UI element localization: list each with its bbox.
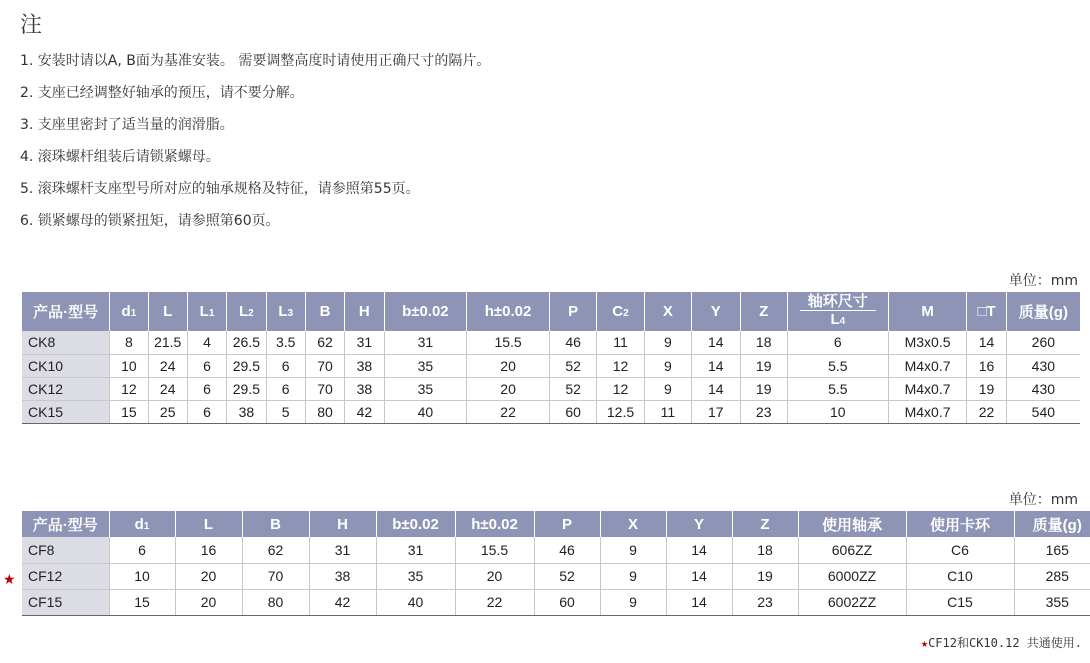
header-main: L <box>239 303 249 320</box>
cell-mass: 430 <box>1006 377 1080 400</box>
cell-T: 16 <box>967 354 1006 377</box>
cell-T: 19 <box>967 377 1006 400</box>
cell-mass: 165 <box>1014 537 1090 563</box>
cell-P: 60 <box>549 400 596 423</box>
cell-L1: 4 <box>187 331 226 354</box>
cell-X: 11 <box>644 400 691 423</box>
col-header-Z: Z <box>740 292 787 331</box>
cell-mass: 260 <box>1006 331 1080 354</box>
col-header-T: □T <box>967 292 1006 331</box>
cell-model: CK12 <box>22 377 110 400</box>
cell-H: 38 <box>309 563 376 589</box>
cell-bearing: 6002ZZ <box>798 589 906 615</box>
cell-C2: 12 <box>597 377 644 400</box>
cell-model: CK10 <box>22 354 110 377</box>
cell-L: 20 <box>175 589 242 615</box>
cell-Y: 14 <box>666 563 732 589</box>
header-sub: 2 <box>623 308 629 319</box>
table-row <box>22 354 1080 377</box>
cell-P: 52 <box>549 354 596 377</box>
cell-L4: 5.5 <box>787 377 888 400</box>
table-header-row <box>22 511 1090 537</box>
table-row <box>22 537 1090 563</box>
cell-H: 31 <box>309 537 376 563</box>
col-header-b: b±0.02 <box>376 511 455 537</box>
cell-L3: 5 <box>266 400 305 423</box>
cell-L1: 6 <box>187 400 226 423</box>
cell-mass: 355 <box>1014 589 1090 615</box>
col-header-d1 <box>110 292 148 331</box>
cell-b: 31 <box>376 537 455 563</box>
cell-L4: 5.5 <box>787 354 888 377</box>
cell-H: 42 <box>345 400 384 423</box>
cell-P: 52 <box>549 377 596 400</box>
cell-P: 60 <box>534 589 600 615</box>
cell-P: 46 <box>549 331 596 354</box>
cell-model: CF15 <box>22 589 109 615</box>
cell-h: 22 <box>467 400 550 423</box>
col-header-H: H <box>309 511 376 537</box>
cell-P: 46 <box>534 537 600 563</box>
cell-L2: 38 <box>227 400 266 423</box>
cell-d1: 15 <box>110 400 148 423</box>
col-header-mass: 质量(g) <box>1014 511 1090 537</box>
cell-L3: 3.5 <box>266 331 305 354</box>
cell-b: 31 <box>384 331 467 354</box>
header-sub: 3 <box>287 308 294 319</box>
col-header-d1 <box>109 511 175 537</box>
cell-h: 20 <box>467 377 550 400</box>
cell-T: 22 <box>967 400 1006 423</box>
note-item: 3. 支座里密封了适当量的润滑脂。 <box>20 117 234 133</box>
cell-mass: 430 <box>1006 354 1080 377</box>
table-row <box>22 331 1080 354</box>
col-header-H: H <box>345 292 384 331</box>
cell-Y: 17 <box>692 400 740 423</box>
cell-bearing: 606ZZ <box>798 537 906 563</box>
note-item: 2. 支座已经调整好轴承的预压，请不要分解。 <box>20 85 304 101</box>
cell-mass: 540 <box>1006 400 1080 423</box>
col-header-b: b±0.02 <box>384 292 467 331</box>
cell-model: CF12 <box>22 563 109 589</box>
col-header-bearing: 使用轴承 <box>798 511 906 537</box>
cell-model: CK15 <box>22 400 110 423</box>
cell-M: M4x0.7 <box>888 377 967 400</box>
row-marker-star-icon: ★ <box>3 572 16 588</box>
ck-dimension-table <box>22 292 1080 424</box>
cell-Y: 14 <box>692 377 740 400</box>
table-row <box>22 589 1090 615</box>
cell-h: 22 <box>455 589 534 615</box>
cell-d1: 15 <box>109 589 175 615</box>
cell-clip: C6 <box>906 537 1014 563</box>
cell-b: 40 <box>376 589 455 615</box>
cell-B: 70 <box>242 563 309 589</box>
cell-X: 9 <box>644 331 691 354</box>
header-main: L <box>199 303 209 320</box>
cell-L1: 6 <box>187 354 226 377</box>
unit-label-cf: 单位：mm <box>1008 492 1078 508</box>
cell-clip: C15 <box>906 589 1014 615</box>
cell-X: 9 <box>600 589 666 615</box>
cf-dimension-table <box>22 511 1090 616</box>
cell-X: 9 <box>644 354 691 377</box>
cell-Y: 14 <box>666 537 732 563</box>
header-sub: 1 <box>208 308 215 319</box>
cell-h: 15.5 <box>467 331 550 354</box>
cell-L: 24 <box>148 377 187 400</box>
note-item: 1. 安装时请以A, B面为基准安装。 需要调整高度时请使用正确尺寸的隔片。 <box>20 53 491 69</box>
cell-d1: 12 <box>110 377 148 400</box>
col-header-L: L <box>175 511 242 537</box>
cell-d1: 10 <box>110 354 148 377</box>
cell-C2: 11 <box>597 331 644 354</box>
cell-h: 20 <box>455 563 534 589</box>
cell-X: 9 <box>600 563 666 589</box>
col-header-P: P <box>534 511 600 537</box>
cell-H: 38 <box>345 377 384 400</box>
col-header-model: 产品·型号 <box>22 292 110 331</box>
cell-Z: 18 <box>732 537 798 563</box>
cell-C2: 12 <box>597 354 644 377</box>
col-header-B: B <box>305 292 344 331</box>
notes-list <box>20 45 490 237</box>
cell-L: 21.5 <box>148 331 187 354</box>
col-header-h: h±0.02 <box>467 292 550 331</box>
col-header-B: B <box>242 511 309 537</box>
note-item: 6. 锁紧螺母的锁紧扭矩，请参照第60页。 <box>20 213 280 229</box>
cell-L: 24 <box>148 354 187 377</box>
col-header-h: h±0.02 <box>455 511 534 537</box>
cell-d1: 6 <box>109 537 175 563</box>
cell-C2: 12.5 <box>597 400 644 423</box>
cell-b: 35 <box>384 354 467 377</box>
cell-M: M4x0.7 <box>888 400 967 423</box>
cell-L: 25 <box>148 400 187 423</box>
table-row <box>22 563 1090 589</box>
header-sub: 1 <box>143 520 150 532</box>
cell-L3: 6 <box>266 354 305 377</box>
unit-label-ck: 单位：mm <box>1008 273 1078 289</box>
cell-H: 31 <box>345 331 384 354</box>
cell-h: 15.5 <box>455 537 534 563</box>
cell-d1: 8 <box>110 331 148 354</box>
table-row <box>22 400 1080 423</box>
col-header-L: L <box>148 292 187 331</box>
cell-Z: 19 <box>732 563 798 589</box>
cell-L: 16 <box>175 537 242 563</box>
cell-L2: 26.5 <box>227 331 266 354</box>
cell-b: 35 <box>384 377 467 400</box>
cell-Y: 14 <box>666 589 732 615</box>
cell-b: 40 <box>384 400 467 423</box>
table-row <box>22 377 1080 400</box>
col-header-L3 <box>266 292 305 331</box>
table-header-row <box>22 292 1080 331</box>
col-header-M: M <box>888 292 967 331</box>
cell-d1: 10 <box>109 563 175 589</box>
note-item: 5. 滚珠螺杆支座型号所对应的轴承规格及特征，请参照第55页。 <box>20 181 420 197</box>
header-sub: 1 <box>130 308 137 319</box>
cell-P: 52 <box>534 563 600 589</box>
cell-X: 9 <box>600 537 666 563</box>
cell-M: M3x0.5 <box>888 331 967 354</box>
col-header-L1 <box>187 292 226 331</box>
cell-B: 62 <box>242 537 309 563</box>
cell-Z: 18 <box>740 331 787 354</box>
cell-L1: 6 <box>187 377 226 400</box>
cell-Z: 19 <box>740 354 787 377</box>
header-main: C <box>612 303 624 320</box>
cell-Z: 23 <box>732 589 798 615</box>
cell-L2: 29.5 <box>227 377 266 400</box>
cell-B: 80 <box>305 400 344 423</box>
footnote-star-icon: ★ <box>920 636 929 650</box>
footnote <box>921 634 1082 651</box>
cell-L4: 6 <box>787 331 888 354</box>
header-group-label: 轴环尺寸 <box>807 293 868 310</box>
col-header-Z: Z <box>732 511 798 537</box>
col-header-mass: 质量(g) <box>1006 292 1080 331</box>
page-title: 注 <box>20 13 43 38</box>
col-header-model: 产品·型号 <box>22 511 109 537</box>
col-header-clip: 使用卡环 <box>906 511 1014 537</box>
cell-h: 20 <box>467 354 550 377</box>
col-header-X: X <box>600 511 666 537</box>
cell-model: CF8 <box>22 537 109 563</box>
cell-Y: 14 <box>692 354 740 377</box>
cell-B: 62 <box>305 331 344 354</box>
cell-Z: 23 <box>740 400 787 423</box>
cell-M: M4x0.7 <box>888 354 967 377</box>
col-header-Y: Y <box>666 511 732 537</box>
col-header-X: X <box>644 292 691 331</box>
col-header-L2 <box>227 292 266 331</box>
header-main: L <box>278 303 288 320</box>
cell-B: 70 <box>305 377 344 400</box>
cell-L3: 6 <box>266 377 305 400</box>
header-sub: 2 <box>248 308 254 319</box>
cell-Z: 19 <box>740 377 787 400</box>
cell-B: 80 <box>242 589 309 615</box>
cell-clip: C10 <box>906 563 1014 589</box>
col-header-L4 <box>787 292 888 331</box>
header-main: d <box>121 303 131 320</box>
col-header-C2 <box>597 292 644 331</box>
cell-Y: 14 <box>692 331 740 354</box>
col-header-Y: Y <box>692 292 740 331</box>
note-item: 4. 滚珠螺杆组装后请锁紧螺母。 <box>20 149 220 165</box>
cell-L2: 29.5 <box>227 354 266 377</box>
header-main: d <box>134 515 144 533</box>
footnote-text: CF12和CK10.12 共通使用. <box>928 636 1082 650</box>
cell-model: CK8 <box>22 331 110 354</box>
header-main: L <box>830 311 840 328</box>
cell-b: 35 <box>376 563 455 589</box>
cell-mass: 285 <box>1014 563 1090 589</box>
cell-bearing: 6000ZZ <box>798 563 906 589</box>
header-sub: 4 <box>839 316 846 327</box>
cell-L: 20 <box>175 563 242 589</box>
cell-H: 42 <box>309 589 376 615</box>
cell-H: 38 <box>345 354 384 377</box>
cell-B: 70 <box>305 354 344 377</box>
cell-T: 14 <box>967 331 1006 354</box>
cell-X: 9 <box>644 377 691 400</box>
cell-L4: 10 <box>787 400 888 423</box>
col-header-P: P <box>549 292 596 331</box>
